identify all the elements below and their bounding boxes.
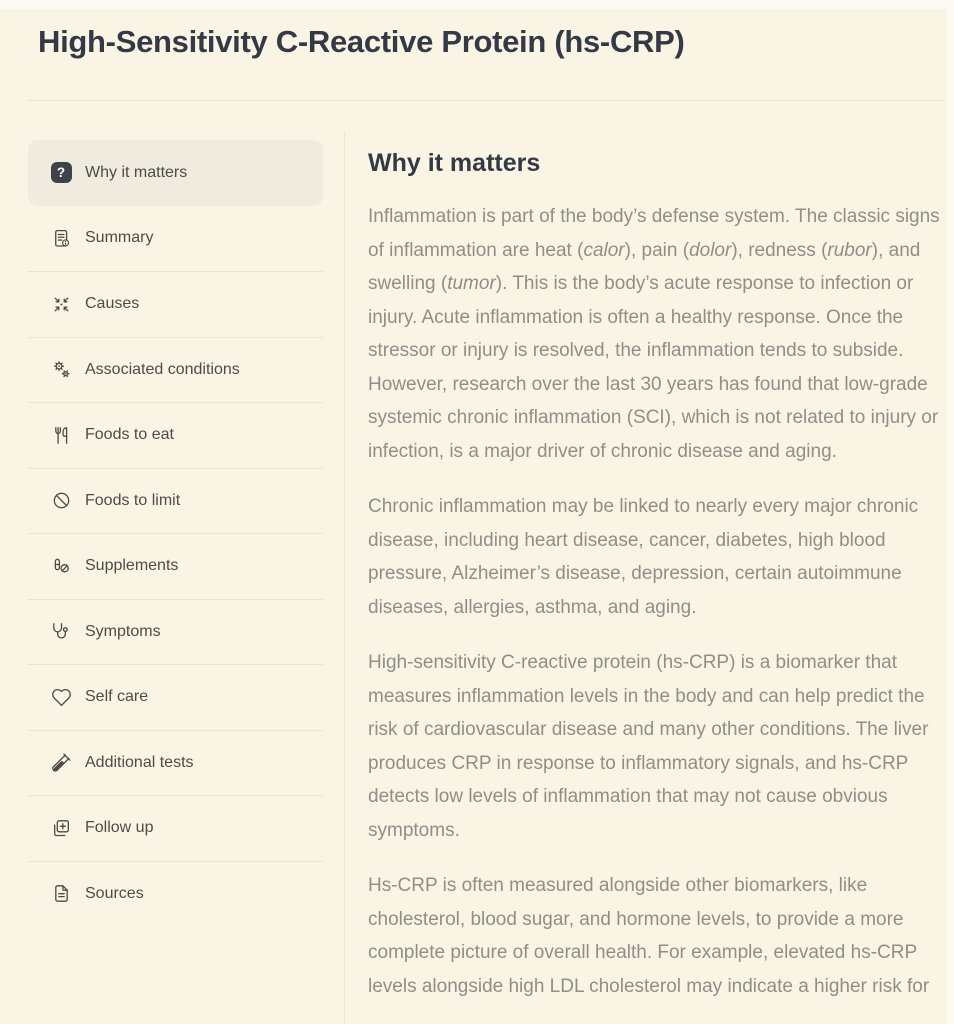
ban-icon (50, 490, 72, 512)
latin-term-dolor: dolor (689, 239, 732, 261)
file-text-icon (50, 883, 72, 905)
sidebar-item-label: Additional tests (85, 753, 194, 771)
sidebar-item-label: Associated conditions (85, 360, 240, 378)
paragraph-hscrp-biomarker: High-sensitivity C-reactive protein (hs-CRP) is a biomarker that measures inflammation levels in the body and can help predict the risk of cardiovascular disease and many other conditions. The liver produces CRP in response to inflammatory signals, and hs-CRP detects low levels of inflammation that may not cause obvious symptoms. (368, 652, 929, 841)
sidebar-item-supplements[interactable] (28, 533, 323, 599)
sidebar-item-label: Foods to limit (85, 491, 181, 509)
content-area (368, 132, 946, 1003)
paragraph-chronic-disease-links: Chronic inflammation may be linked to nearly every major chronic disease, including heart disease, cancer, diabetes, high blood pressure, Alzheimer’s disease, depression, certain autoimmune diseases, allergies, asthma, and aging. (368, 496, 919, 618)
sidebar-item-label: Why it matters (85, 163, 188, 181)
sidebar-item-label: Self care (85, 688, 149, 706)
sidebar-item-label: Follow up (85, 819, 154, 837)
converge-arrows-icon (50, 293, 72, 315)
sidebar-item-foods-to-limit[interactable] (28, 468, 323, 534)
sidebar-item-follow-up[interactable] (28, 795, 323, 861)
sidebar-item-label: Symptoms (85, 622, 161, 640)
sidebar-item-label: Supplements (85, 557, 179, 575)
sidebar-item-symptoms[interactable] (28, 599, 323, 665)
sidebar-item-sources[interactable] (28, 861, 323, 927)
paragraph-hscrp-with-other-biomarkers: Hs-CRP is often measured alongside other biomarkers, like cholesterol, blood sugar, and hormone levels, to provide a more complete picture of overall health. For example, elevated hs-CRP levels alongside high LDL cholesterol may indicate a higher risk for (368, 875, 930, 997)
sidebar-item-self-care[interactable] (28, 664, 323, 730)
stethoscope-icon (50, 621, 72, 643)
page-title: High-Sensitivity C-Reactive Protein (hs-CRP) (38, 24, 685, 59)
sidebar-item-why-it-matters[interactable] (28, 140, 323, 206)
sidebar-item-foods-to-eat[interactable] (28, 402, 323, 468)
gears-icon (50, 359, 72, 381)
paragraph-inflammation-overview: Inflammation is part of the body’s defense system. The classic signs of inflammation are heat (calor), pain (dolor), redness (rubor), and swelling (tumor). This is the body’s acute response to infection or injury. Acute inflammation is often a healthy response. Once the stressor or injury is resolved, the inflammation tends to subside. However, research over the last 30 years has found that low-grade systemic chronic inflammation (SCI), which is not related to injury or infection, is a major driver of chronic disease and aging. (368, 206, 940, 462)
sidebar-content-divider (344, 132, 345, 1024)
latin-term-rubor: rubor (827, 239, 872, 261)
sidebar-item-label: Summary (85, 229, 154, 247)
sidebar-item-summary[interactable] (28, 206, 323, 272)
test-tube-icon (50, 752, 72, 774)
document-info-icon (50, 227, 72, 249)
question-mark-badge-icon: ? (50, 162, 72, 184)
copy-plus-icon (50, 817, 72, 839)
heart-icon (50, 686, 72, 708)
right-edge-strip (947, 0, 954, 1024)
sidebar-item-label: Sources (85, 884, 144, 902)
title-divider (28, 100, 945, 101)
top-edge-strip (0, 0, 954, 9)
latin-term-calor: calor (583, 239, 625, 261)
sidebar-item-label: Causes (85, 295, 140, 313)
sidebar-item-causes[interactable] (28, 271, 323, 337)
sidebar-item-label: Foods to eat (85, 426, 174, 444)
section-nav-sidebar (28, 140, 323, 926)
latin-term-tumor: tumor (447, 273, 496, 294)
sidebar-item-additional-tests[interactable] (28, 730, 323, 796)
section-heading: Why it matters (368, 149, 541, 177)
fork-knife-icon (50, 424, 72, 446)
pills-icon (50, 555, 72, 577)
sidebar-item-associated-conditions[interactable] (28, 337, 323, 403)
